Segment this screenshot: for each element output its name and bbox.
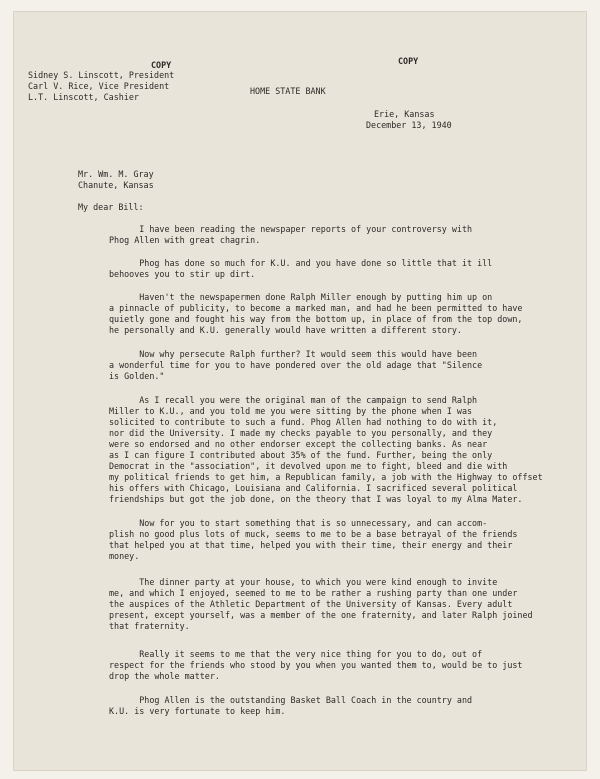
salutation: My dear Bill: xyxy=(78,202,144,212)
body-line: Phog Allen with great chagrin. xyxy=(109,235,261,245)
body-line: behooves you to stir up dirt. xyxy=(109,269,256,279)
body-line: Phog has done so much for K.U. and you have done so little that it ill xyxy=(109,258,493,268)
body-line: quietly gone and fought his way from the bottom up, in place of from the top down, xyxy=(109,314,523,324)
officer-cashier: L.T. Linscott, Cashier xyxy=(28,92,139,102)
body-paragraph xyxy=(109,577,569,632)
body-line: he personally and K.U. generally would have written a different story. xyxy=(109,325,462,335)
recipient-name: Mr. Wm. M. Gray xyxy=(78,169,154,179)
body-line: Now for you to start something that is so unnecessary, and can accom- xyxy=(109,518,488,528)
body-line: my political friends to get him, a Republican family, a job with the Highway to offset xyxy=(109,472,543,482)
body-line: were so endorsed and no other endorser except the collecting banks. As near xyxy=(109,439,488,449)
officer-president: Sidney S. Linscott, President xyxy=(28,70,175,80)
body-paragraph xyxy=(109,695,569,717)
letter-date: December 13, 1940 xyxy=(366,120,452,130)
body-line: that helped you at that time, helped you with their time, their energy and their xyxy=(109,540,513,550)
body-line: money. xyxy=(109,551,140,561)
body-line: the auspices of the Athletic Department of the University of Kansas. Every adult xyxy=(109,599,513,609)
body-line: The dinner party at your house, to which you were kind enough to invite xyxy=(109,577,498,587)
body-paragraph xyxy=(109,649,569,682)
officer-vice-president: Carl V. Rice, Vice President xyxy=(28,81,170,91)
body-line: present, except yourself, was a member of the one fraternity, and later Ralph joined xyxy=(109,610,533,620)
body-line: me, and which I enjoyed, seemed to me to be rather a rushing party than one under xyxy=(109,588,518,598)
letter-place: Erie, Kansas xyxy=(374,109,435,119)
body-paragraph xyxy=(109,292,569,336)
body-paragraph xyxy=(109,224,569,246)
body-line: respect for the friends who stood by you when you wanted them to, would be to just xyxy=(109,660,523,670)
body-line: Now why persecute Ralph further? It would seem this would have been xyxy=(109,349,478,359)
body-line: as I can figure I contributed about 35% of the fund. Further, being the only xyxy=(109,450,493,460)
body-line: Phog Allen is the outstanding Basket Ball Coach in the country and xyxy=(109,695,473,705)
body-line: Democrat in the "association", it devolved upon me to fight, bleed and die with xyxy=(109,461,508,471)
copy-mark-left: COPY xyxy=(151,60,172,70)
body-line: that fraternity. xyxy=(109,621,190,631)
body-line: nor did the University. I made my checks payable to you personally, and they xyxy=(109,428,493,438)
bank-name: HOME STATE BANK xyxy=(250,86,326,96)
body-line: a pinnacle of publicity, to become a marked man, and had he been permitted to have xyxy=(109,303,523,313)
body-line: As I recall you were the original man of the campaign to send Ralph xyxy=(109,395,478,405)
body-line: a wonderful time for you to have pondered over the old adage that "Silence xyxy=(109,360,483,370)
body-line: Miller to K.U., and you told me you were sitting by the phone when I was xyxy=(109,406,473,416)
body-paragraph xyxy=(109,349,569,382)
recipient-city: Chanute, Kansas xyxy=(78,180,154,190)
body-paragraph xyxy=(109,258,569,280)
body-line: solicited to contribute to such a fund. Phog Allen had nothing to do with it, xyxy=(109,417,498,427)
body-line: drop the whole matter. xyxy=(109,671,220,681)
body-line: I have been reading the newspaper reports of your controversy with xyxy=(109,224,473,234)
body-line: Really it seems to me that the very nice thing for you to do, out of xyxy=(109,649,483,659)
copy-mark-right: COPY xyxy=(398,56,419,66)
body-line: friendships but got the job done, on the theory that I was loyal to my Alma Mater. xyxy=(109,494,523,504)
body-line: his offers with Chicago, Louisiana and California. I sacrificed several political xyxy=(109,483,518,493)
body-line: plish no good plus lots of muck, seems to me to be a base betrayal of the friends xyxy=(109,529,518,539)
body-line: Haven't the newspapermen done Ralph Miller enough by putting him up on xyxy=(109,292,493,302)
letter-page xyxy=(14,12,586,770)
body-paragraph xyxy=(109,518,569,562)
body-line: is Golden." xyxy=(109,371,165,381)
body-line: K.U. is very fortunate to keep him. xyxy=(109,706,286,716)
body-paragraph xyxy=(109,395,569,505)
